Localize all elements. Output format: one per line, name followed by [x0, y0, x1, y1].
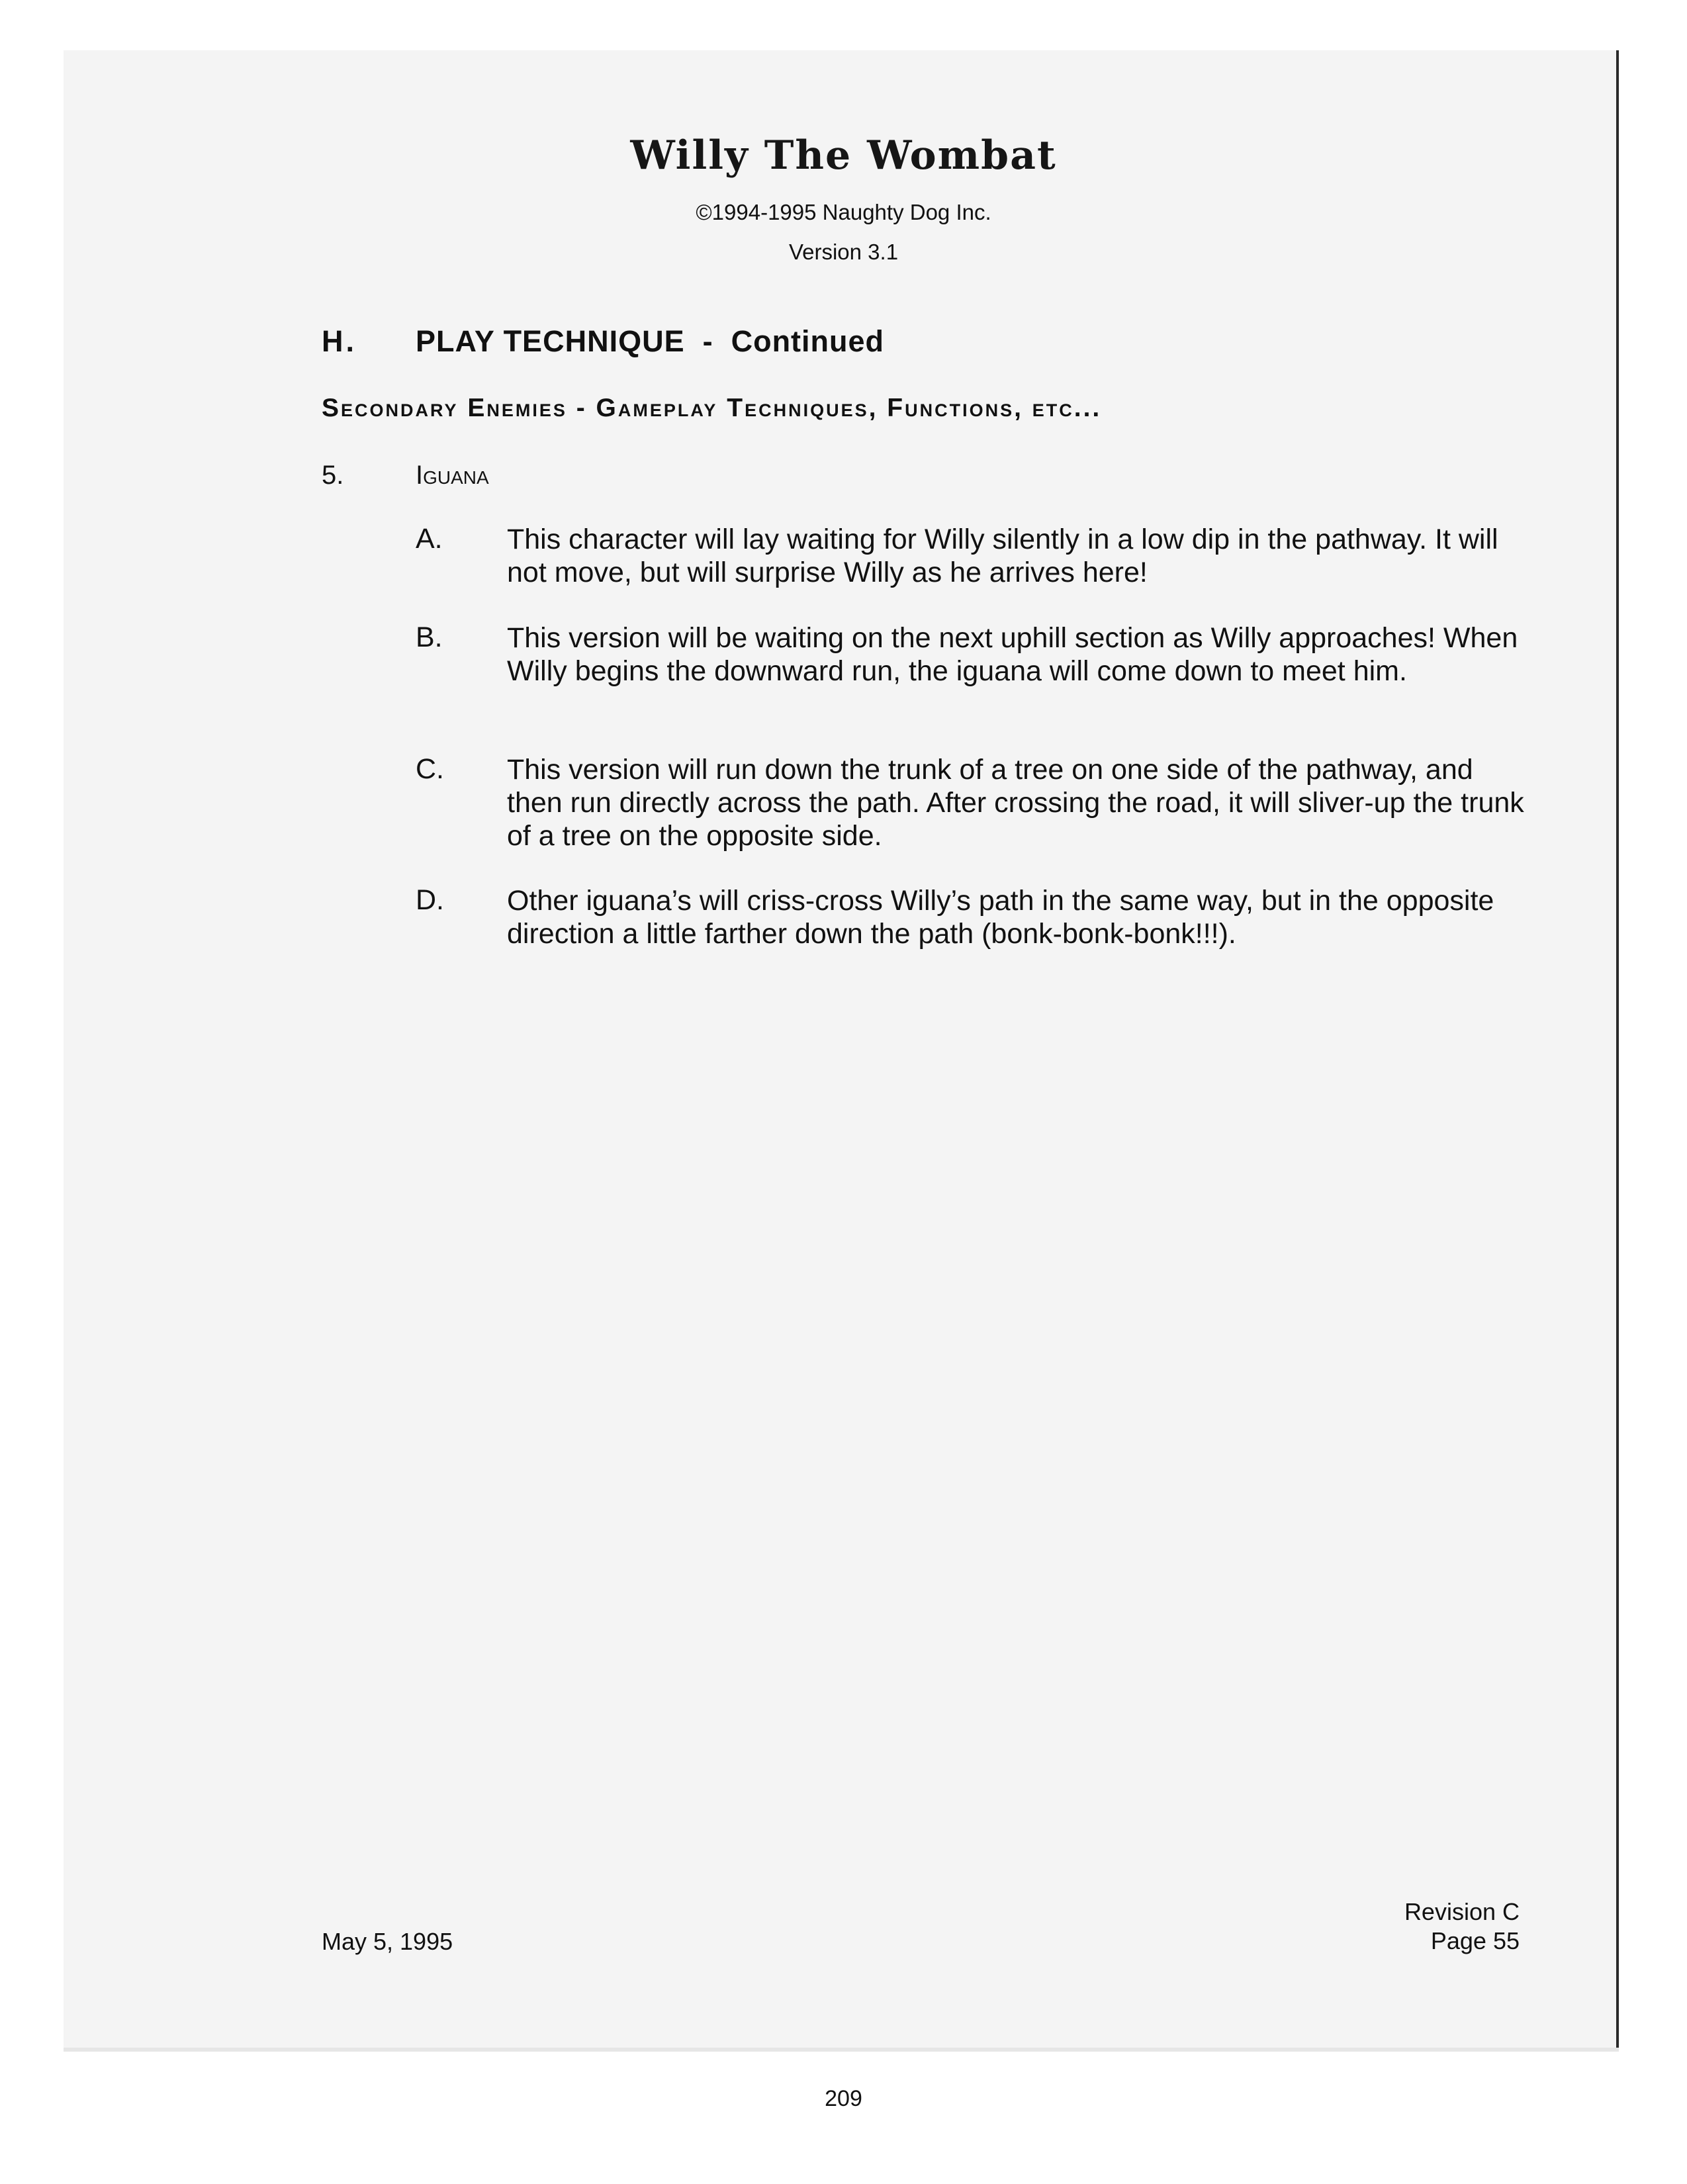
- section-letter: H.: [322, 324, 357, 358]
- paragraph-text: This version will be waiting on the next uphill section as Willy approaches! When Willy begins the downward run, the iguana will come down to meet him.: [507, 622, 1518, 687]
- copyright-line: ©1994-1995 Naughty Dog Inc.: [696, 200, 991, 224]
- section-title: PLAY TECHNIQUE - Continued: [416, 324, 885, 358]
- item-label: iguana: [416, 461, 489, 490]
- scan-page-number: 209: [825, 2086, 862, 2111]
- footer-revision-block: [1324, 1897, 1520, 1956]
- footer-page-number: Page 55: [1430, 1927, 1520, 1954]
- version-line: Version 3.1: [788, 240, 899, 264]
- paragraph-letter: A.: [416, 523, 443, 555]
- page-edge-shadow: [64, 2048, 1619, 2052]
- paragraph-text: This version will run down the trunk of a tree on one side of the pathway, and then run directly across the path. After crossing the road, it will sliver-up the trunk of a tree on the opposite side.: [507, 754, 1524, 852]
- paragraph-letter: D.: [416, 884, 444, 916]
- footer-date: May 5, 1995: [322, 1928, 453, 1955]
- subsection-heading: Secondary Enemies - Gameplay Techniques, Functions, etc...: [322, 394, 1102, 422]
- footer-revision: Revision C: [1404, 1898, 1520, 1925]
- paragraph-text: This character will lay waiting for Willy silently in a low dip in the pathway. It will not move, but will surprise Willy as he arrives here!: [507, 523, 1498, 588]
- paragraph-text: Other iguana’s will criss-cross Willy’s path in the same way, but in the opposite direction a little farther down the path (bonk-bonk-bonk!!!).: [507, 885, 1494, 950]
- paragraph-letter: C.: [416, 753, 444, 785]
- item-number: 5.: [322, 461, 344, 490]
- paragraph-letter: B.: [416, 621, 443, 653]
- document-title: Willy The Wombat: [630, 132, 1057, 179]
